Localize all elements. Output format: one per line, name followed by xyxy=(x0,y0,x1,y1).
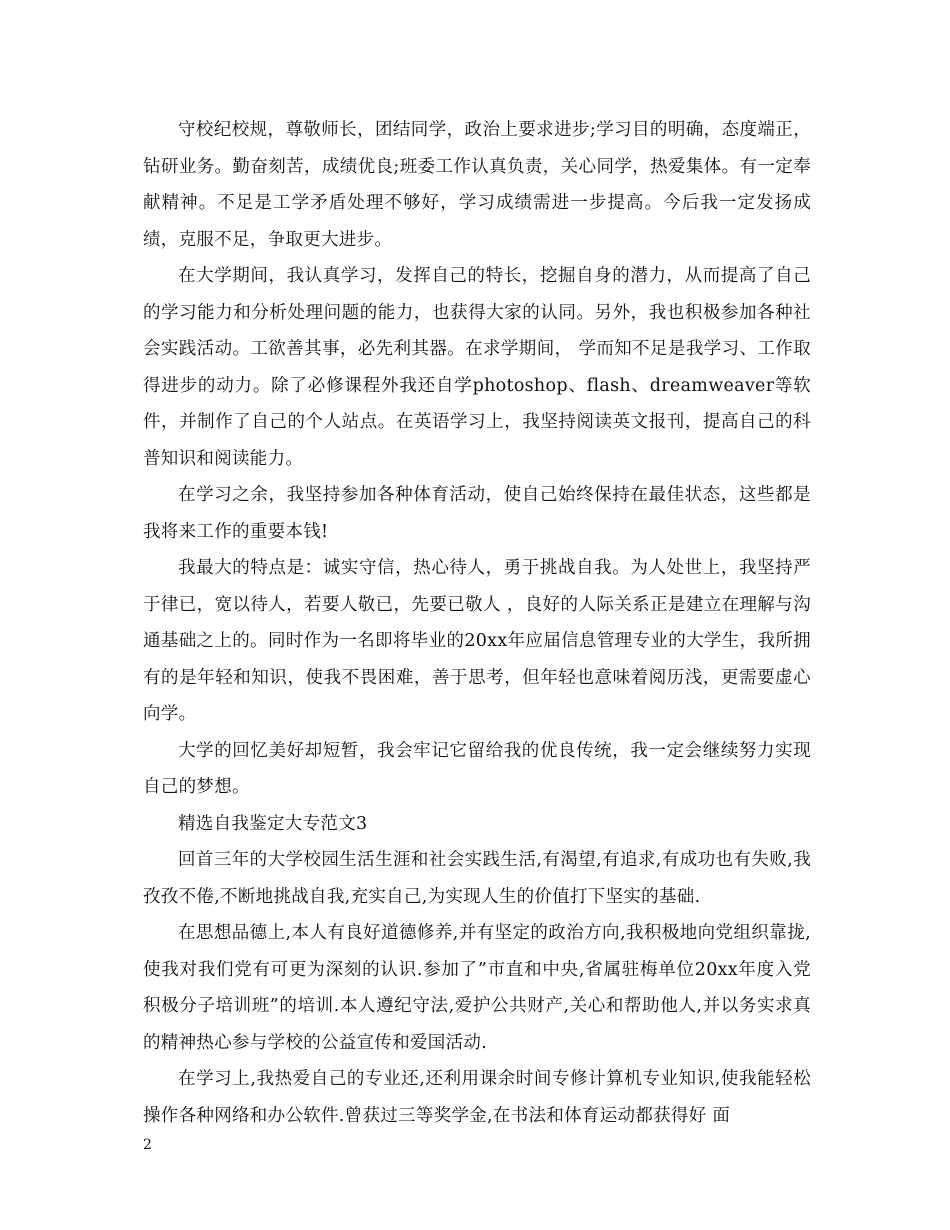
paragraph-2: 在大学期间，我认真学习，发挥自己的特长，挖掘自身的潜力，从而提高了自己的学习能力和分析处理问题的能力，也获得大家的认同。另外，我也积极参加各种社会实践活动。工欲善其事，必先利其器。在求学期间， 学而知不足是我学习、工作取得进步的动力。除了必修课程外我还自学photoshop、flash、dreamweaver等软件，并制作了自己的个人站点。在英语学习上，我坚持阅读英文报刊，提高自己的科普知识和阅读能力。 xyxy=(143,266,811,469)
document-body xyxy=(143,112,811,1134)
page-number: 2 xyxy=(143,1137,152,1153)
section-heading: 精选自我鉴定大专范文3 xyxy=(178,813,368,834)
paragraph-6: 回首三年的大学校园生活生涯和社会实践生活,有渴望,有追求,有成功也有失败,我孜孜不倦,不断地挑战自我,充实自己,为实现人生的价值打下坚实的基础. xyxy=(143,850,811,907)
paragraph-4: 我最大的特点是：诚实守信，热心待人，勇于挑战自我。为人处世上，我坚持严于律已，宽以待人，若要人敬已，先要已敬人 ，良好的人际关系正是建立在理解与沟通基础之上的。同时作为一名即将毕业的20xx年应届信息管理专业的大学生，我所拥有的是年轻和知识，使我不畏困难，善于思考，但年轻也意味着阅历浅，更需要虚心向学。 xyxy=(143,558,811,724)
paragraph-5: 大学的回忆美好却短暂，我会牢记它留给我的优良传统，我一定会继续努力实现自己的梦想。 xyxy=(143,740,811,797)
paragraph-1: 守校纪校规，尊敬师长，团结同学，政治上要求进步;学习目的明确，态度端正，钻研业务。勤奋刻苦，成绩优良;班委工作认真负责，关心同学，热爱集体。有一定奉献精神。不足是工学矛盾处理不够好，学习成绩需进一步提高。今后我一定发扬成绩，克服不足，争取更大进步。 xyxy=(143,120,811,250)
paragraph-7: 在思想品德上,本人有良好道德修养,并有坚定的政治方向,我积极地向党组织靠拢,使我对我们党有可更为深刻的认识.参加了”市直和中央,省属驻梅单位20xx年度入党积极分子培训班”的培训.本人遵纪守法,爱护公共财产,关心和帮助他人,并以务实求真的精神热心参与学校的公益宣传和爱国活动. xyxy=(143,923,811,1053)
paragraph-8: 在学习上,我热爱自己的专业还,还利用课余时间专修计算机专业知识,使我能轻松操作各种网络和办公软件.曾获过三等奖学金,在书法和体育运动都获得好 面 xyxy=(143,1069,811,1126)
paragraph-3: 在学习之余，我坚持参加各种体育活动，使自己始终保持在最佳状态，这些都是我将来工作的重要本钱! xyxy=(143,485,811,542)
